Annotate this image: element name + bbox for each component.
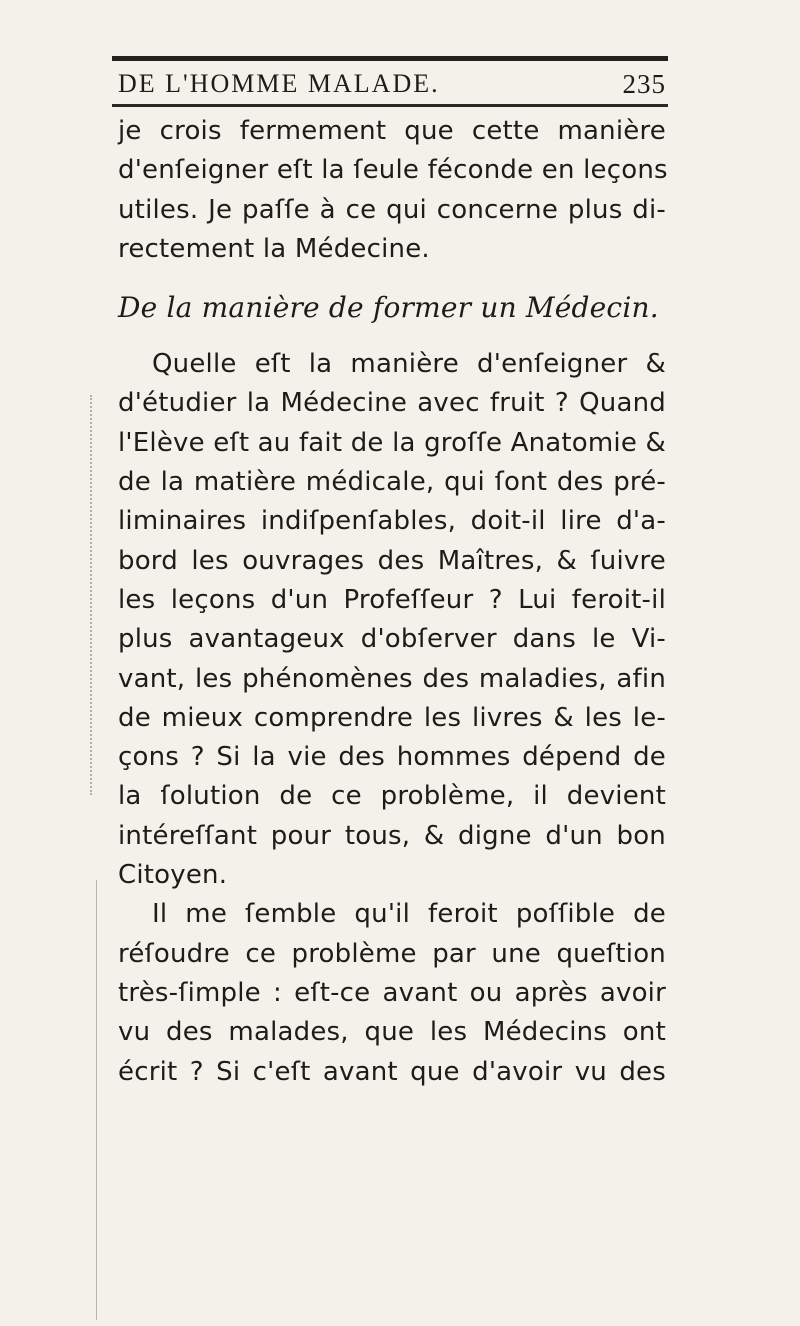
text-line: très-ſimple : eſt-ce avant ou après avoir	[118, 977, 666, 1008]
text-line: écrit ? Si c'eſt avant que d'avoir vu des	[118, 1056, 666, 1087]
text-line: çons ? Si la vie des hommes dépend de	[118, 742, 666, 773]
body-text	[118, 112, 666, 1092]
text-line: de mieux comprendre les livres & les le-	[118, 702, 666, 733]
text-line: vant, les phénomènes des maladies, afin	[118, 663, 666, 694]
text-line: Il me ſemble qu'il feroit poſſible de	[152, 899, 666, 930]
text-line: Quelle eſt la manière d'enſeigner &	[152, 349, 666, 380]
text-line: bord les ouvrages des Maîtres, & ſuivre	[118, 545, 666, 576]
top-rule	[112, 56, 668, 61]
margin-rule	[96, 880, 97, 1320]
text-line: Citoyen.	[118, 860, 228, 891]
section-heading: De la manière de former un Médecin.	[118, 291, 659, 325]
text-line: utiles. Je paſſe à ce qui concerne plus di-	[118, 194, 666, 225]
margin-marks	[90, 395, 98, 795]
running-header	[118, 64, 666, 104]
text-line: d'enſeigner eſt la ſeule féconde en leçons	[118, 155, 668, 186]
text-line: liminaires indiſpenſables, doit-il lire d'a-	[118, 506, 666, 537]
header-rule	[112, 104, 668, 107]
running-title: DE L'HOMME MALADE.	[118, 69, 440, 98]
text-line: plus avantageux d'obſerver dans le Vi-	[118, 624, 666, 655]
text-line: les leçons d'un Profeſſeur ? Lui feroit-il	[118, 584, 666, 615]
text-line: de la matière médicale, qui ſont des pré-	[118, 467, 666, 498]
text-line: rectement la Médecine.	[118, 233, 430, 264]
page-number: 235	[622, 68, 666, 99]
text-line: réſoudre ce problème par une queſtion	[118, 938, 666, 969]
text-line: la ſolution de ce problème, il devient	[118, 781, 666, 812]
text-line: je crois fermement que cette manière	[118, 116, 666, 146]
text-line: intéreſſant pour tous, & digne d'un bon	[118, 820, 666, 851]
text-line: l'Elève eſt au fait de la groſſe Anatomie &	[118, 427, 666, 458]
text-line: d'étudier la Médecine avec fruit ? Quand	[118, 388, 666, 419]
text-line: vu des malades, que les Médecins ont	[118, 1017, 666, 1048]
